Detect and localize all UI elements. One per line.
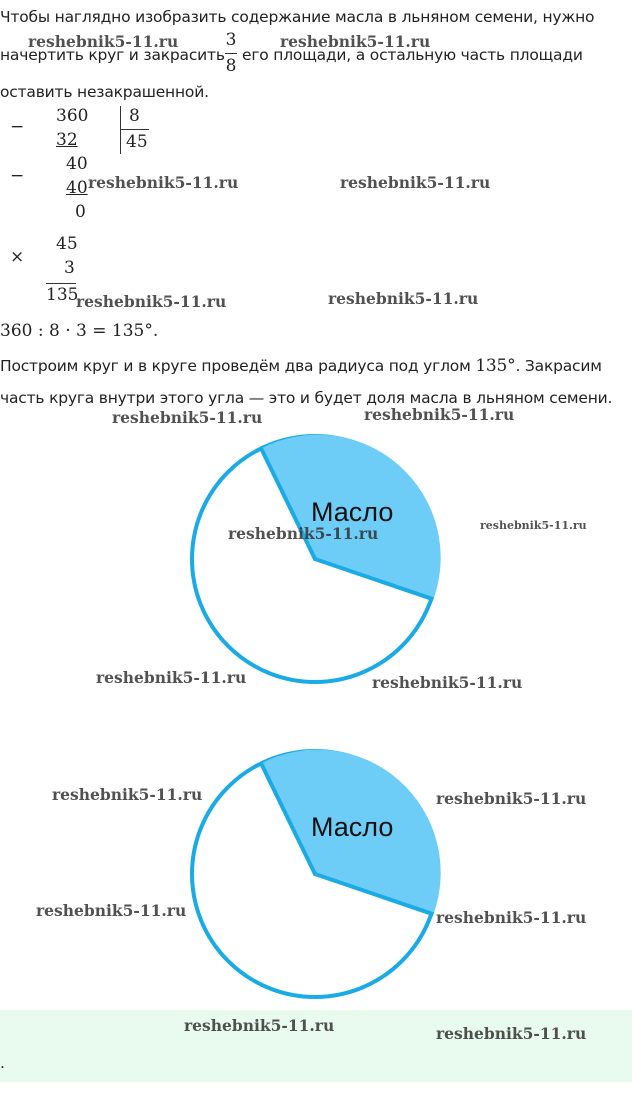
watermark: reshebnik5-11.ru [28, 32, 179, 51]
watermark: reshebnik5-11.ru [36, 901, 187, 920]
watermark: reshebnik5-11.ru [228, 524, 379, 543]
pie-figure-1 [180, 425, 450, 695]
watermark: reshebnik5-11.ru [112, 408, 263, 427]
explanation-angle: 135° [475, 356, 516, 376]
watermark: reshebnik5-11.ru [88, 173, 239, 192]
times-sign: × [10, 247, 25, 267]
division-bracket [120, 106, 121, 154]
explanation-text-1b: . Закрасим [515, 357, 602, 375]
watermark: reshebnik5-11.ru [372, 673, 523, 692]
dividend: 360 [56, 106, 89, 126]
equation: 360 : 8 · 3 = 135°. [0, 321, 159, 341]
watermark: reshebnik5-11.ru [52, 785, 203, 804]
pie-figure-2 [180, 740, 450, 1010]
intro-line-1: Чтобы наглядно изобразить содержание масла в льняном семени, нужно [0, 8, 595, 26]
sector-label: Масло [311, 812, 394, 842]
factor-1: 45 [56, 234, 78, 254]
watermark: reshebnik5-11.ru [364, 405, 515, 424]
sector-label: Масло [311, 497, 394, 527]
remainder-1: 40 [66, 154, 88, 174]
remainder-final: 0 [75, 202, 86, 222]
watermark: reshebnik5-11.ru [76, 292, 227, 311]
intro-line-3: оставить незакрашенной. [0, 83, 209, 101]
watermark: reshebnik5-11.ru [436, 789, 587, 808]
explanation-line-1 [0, 356, 602, 376]
fraction-numerator: 3 [225, 30, 237, 50]
factor-2: 3 [64, 258, 75, 278]
watermark: reshebnik5-11.ru [96, 668, 247, 687]
minus-sign-1: − [10, 117, 25, 137]
watermark: reshebnik5-11.ru [280, 32, 431, 51]
divisor: 8 [129, 106, 140, 126]
divisor-bar [121, 129, 149, 130]
product-bar [46, 283, 76, 284]
quotient: 45 [126, 132, 148, 152]
intro-line-2a: начертить круг и закрасить [0, 46, 225, 64]
watermark: reshebnik5-11.ru [328, 289, 479, 308]
subtrahend-1: 32 [56, 130, 78, 150]
product: 135 [46, 285, 79, 305]
minus-sign-2: − [10, 166, 25, 186]
explanation-line-2: часть круга внутри этого угла — это и будет доля масла в льняном семени. [0, 389, 613, 407]
subtrahend-2: 40 [66, 178, 88, 198]
watermark: reshebnik5-11.ru [436, 1024, 587, 1043]
watermark: reshebnik5-11.ru [340, 173, 491, 192]
watermark: reshebnik5-11.ru [436, 908, 587, 927]
watermark: reshebnik5-11.ru [480, 519, 587, 532]
footer-dot: . [0, 1054, 5, 1072]
intro-line-2b: его площади, а остальную часть площади [242, 46, 583, 64]
watermark: reshebnik5-11.ru [184, 1016, 335, 1035]
fraction-denominator: 8 [225, 56, 237, 76]
explanation-text-1a: Построим круг и в круге проведём два радиуса под углом [0, 357, 471, 375]
fraction-bar [225, 53, 237, 54]
